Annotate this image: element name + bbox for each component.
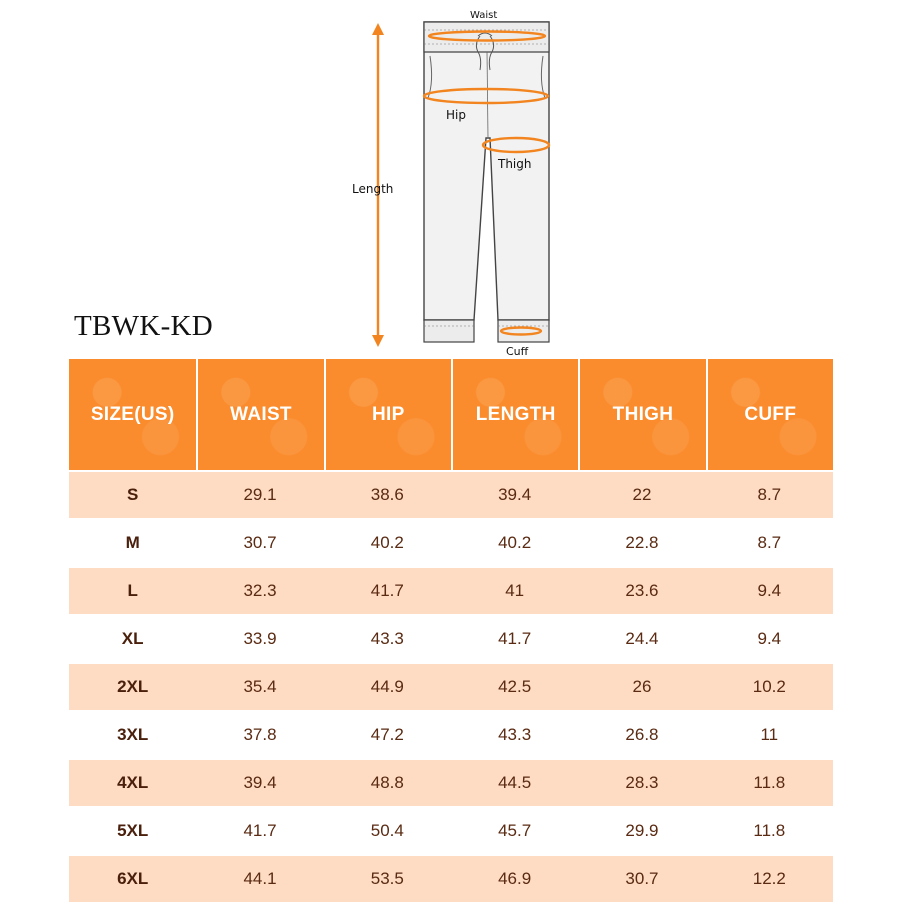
hip-cell: 41.7 [324, 566, 451, 614]
length-cell: 43.3 [451, 710, 578, 758]
cuff-cell: 9.4 [706, 566, 833, 614]
hip-cell: 43.3 [324, 614, 451, 662]
cuff-cell: 11 [706, 710, 833, 758]
length-cell: 40.2 [451, 518, 578, 566]
size-cell: 6XL [69, 854, 196, 902]
waist-cell: 37.8 [196, 710, 323, 758]
hip-cell: 40.2 [324, 518, 451, 566]
table-row [69, 758, 833, 806]
waist-cell: 41.7 [196, 806, 323, 854]
hip-cell: 47.2 [324, 710, 451, 758]
thigh-cell: 23.6 [578, 566, 705, 614]
length-cell: 45.7 [451, 806, 578, 854]
header-thigh: THIGH [578, 359, 705, 470]
header-hip: HIP [324, 359, 451, 470]
cuff-cell: 12.2 [706, 854, 833, 902]
size-chart-table [69, 359, 833, 902]
size-cell: XL [69, 614, 196, 662]
thigh-cell: 26.8 [578, 710, 705, 758]
size-cell: M [69, 518, 196, 566]
waistband [424, 22, 549, 52]
pants-measurement-diagram [0, 0, 900, 360]
pants-outline [424, 22, 549, 320]
waist-cell: 44.1 [196, 854, 323, 902]
cuff-label: Cuff [506, 345, 529, 358]
table-row [69, 518, 833, 566]
header-length: LENGTH [451, 359, 578, 470]
cuff-cell: 11.8 [706, 758, 833, 806]
table-header-row [69, 359, 833, 470]
table-row [69, 566, 833, 614]
hip-label: Hip [446, 108, 466, 122]
thigh-label: Thigh [498, 157, 532, 171]
waist-cell: 29.1 [196, 470, 323, 518]
size-cell: 4XL [69, 758, 196, 806]
hip-cell: 48.8 [324, 758, 451, 806]
thigh-cell: 28.3 [578, 758, 705, 806]
length-label: Length [352, 182, 394, 196]
table-row [69, 470, 833, 518]
table-row [69, 614, 833, 662]
table-row [69, 806, 833, 854]
length-cell: 46.9 [451, 854, 578, 902]
size-cell: 5XL [69, 806, 196, 854]
length-cell: 41 [451, 566, 578, 614]
hip-cell: 44.9 [324, 662, 451, 710]
hip-cell: 53.5 [324, 854, 451, 902]
cuff-cell: 9.4 [706, 614, 833, 662]
cuff-cell: 11.8 [706, 806, 833, 854]
thigh-cell: 22.8 [578, 518, 705, 566]
waist-cell: 33.9 [196, 614, 323, 662]
thigh-cell: 26 [578, 662, 705, 710]
size-cell: L [69, 566, 196, 614]
thigh-cell: 24.4 [578, 614, 705, 662]
length-cell: 41.7 [451, 614, 578, 662]
waist-cell: 32.3 [196, 566, 323, 614]
thigh-cell: 22 [578, 470, 705, 518]
table-row [69, 854, 833, 902]
cuff-cell: 10.2 [706, 662, 833, 710]
waist-cell: 35.4 [196, 662, 323, 710]
size-cell: 3XL [69, 710, 196, 758]
size-cell: S [69, 470, 196, 518]
length-cell: 39.4 [451, 470, 578, 518]
header-size: SIZE(US) [69, 359, 196, 470]
header-waist: WAIST [196, 359, 323, 470]
waist-label: Waist [470, 10, 498, 21]
hip-cell: 50.4 [324, 806, 451, 854]
header-cuff: CUFF [706, 359, 833, 470]
table-row [69, 662, 833, 710]
waist-cell: 30.7 [196, 518, 323, 566]
length-cell: 42.5 [451, 662, 578, 710]
hip-cell: 38.6 [324, 470, 451, 518]
table-row [69, 710, 833, 758]
length-cell: 44.5 [451, 758, 578, 806]
cuff-cell: 8.7 [706, 470, 833, 518]
waist-cell: 39.4 [196, 758, 323, 806]
cuff-cell: 8.7 [706, 518, 833, 566]
size-cell: 2XL [69, 662, 196, 710]
thigh-cell: 29.9 [578, 806, 705, 854]
product-code: TBWK-KD [74, 310, 214, 342]
thigh-cell: 30.7 [578, 854, 705, 902]
